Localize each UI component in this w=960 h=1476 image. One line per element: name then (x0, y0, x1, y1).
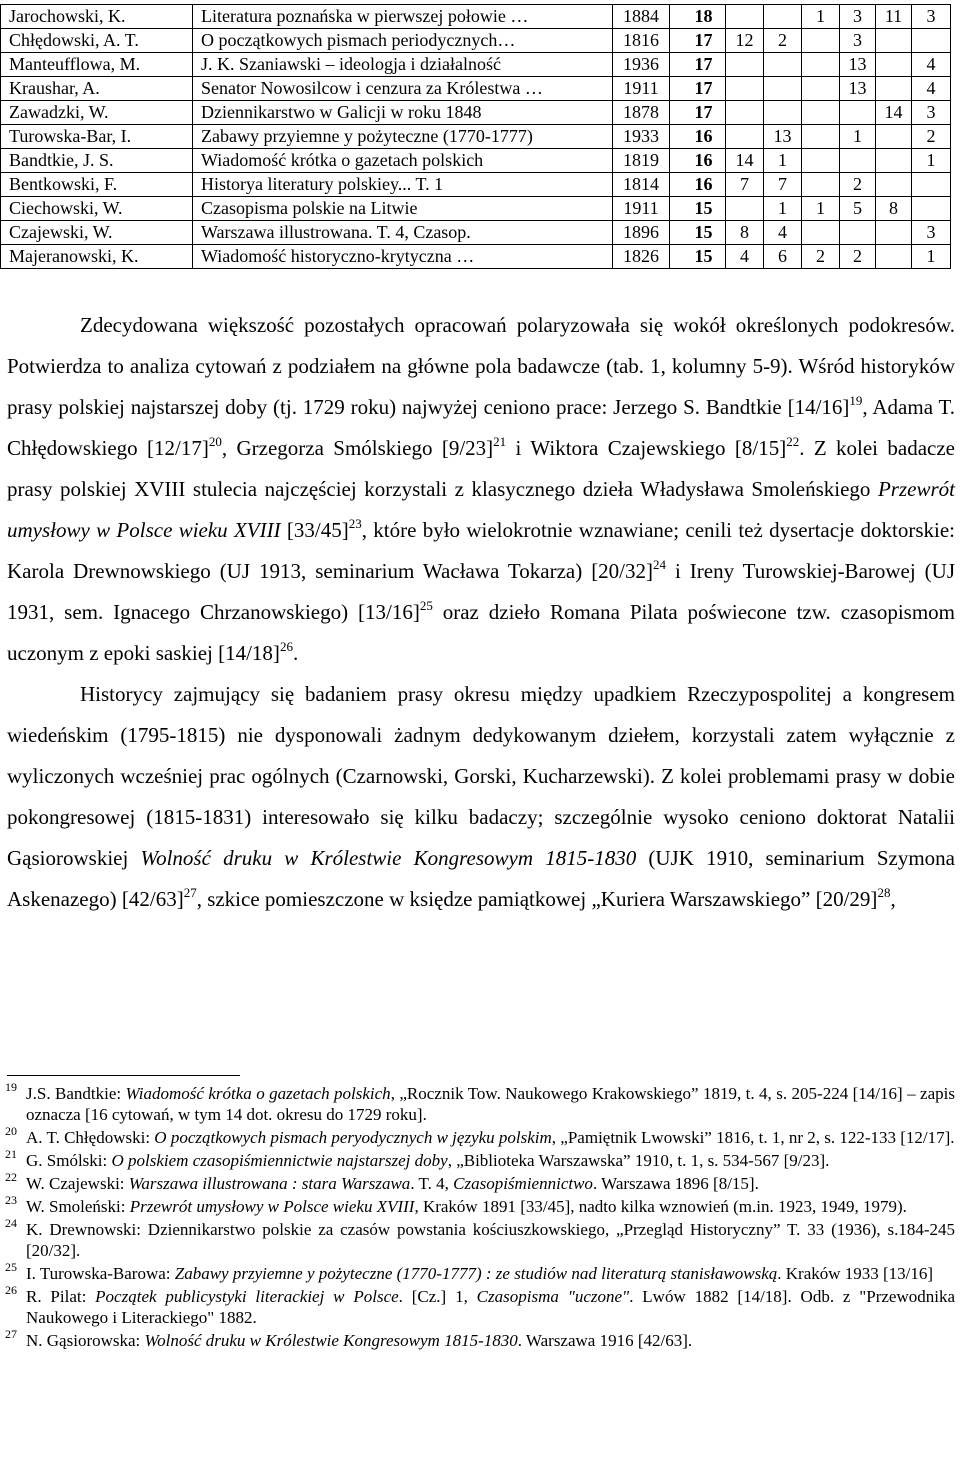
footnote-21 (5, 1147, 955, 1171)
text-run: R. Pilat: (26, 1287, 96, 1306)
count-cell (802, 53, 840, 77)
title-cell: Senator Nowosilcow i cenzura za Królestwa … (193, 77, 613, 101)
text-run: (UJK 1910, seminarium Szymona Askenazego) [42/63] (7, 846, 955, 911)
count-cell (802, 101, 840, 125)
footnote-ref: 23 (348, 516, 362, 531)
count-cell (726, 53, 764, 77)
footnote-separator (7, 1075, 240, 1076)
total-cell: 15 (670, 221, 726, 245)
count-cell: 5 (840, 197, 876, 221)
count-cell (726, 77, 764, 101)
count-cell (876, 149, 912, 173)
title-cell: Dziennikarstwo w Galicji w roku 1848 (193, 101, 613, 125)
italic-title: Przewrót umysłowy w Polsce wieku XVIII (129, 1197, 415, 1216)
table-row (1, 101, 951, 125)
footnote-ref: 21 (493, 434, 507, 449)
count-cell (876, 173, 912, 197)
table-row (1, 197, 951, 221)
paragraph-2 (7, 674, 955, 920)
count-cell: 2 (802, 245, 840, 269)
text-run: . Z kolei badacze prasy polskiej XVIII stulecia najczęściej korzystali z klasycznego dzieła Władysława Smoleńskiego (7, 436, 955, 501)
count-cell: 2 (840, 245, 876, 269)
title-cell: Wiadomość krótka o gazetach polskich (193, 149, 613, 173)
italic-title: Wolność druku w Królestwie Kongresowym 1815-1830 (144, 1331, 518, 1350)
year-cell: 1911 (613, 197, 670, 221)
count-cell: 2 (912, 125, 951, 149)
count-cell (726, 101, 764, 125)
text-run: K. Drewnowski: Dziennikarstwo polskie za czasów powstania kościuszkowskiego, „Przegląd Historyczny” T. 33 (1936), s.184-245 [20/32]. (26, 1220, 955, 1260)
count-cell (802, 149, 840, 173)
table-row (1, 77, 951, 101)
year-cell: 1933 (613, 125, 670, 149)
total-cell: 17 (670, 101, 726, 125)
text-run: Zdecydowana większość pozostałych opracowań polaryzowała się wokół określonych podokresów. Potwierdza to analiza cytowań z podziałem na główne pola badawcze (tab. 1, kolumny 5-9). Wśród historyków prasy polskiej najstarszej doby (tj. 1729 roku) najwyżej ceniono prace: Jerzego S. Bandtkie [14/16] (7, 313, 955, 419)
count-cell (764, 5, 802, 29)
italic-title: Wolność druku w Królestwie Kongresowym 1815-1830 (140, 846, 637, 870)
italic-title: O początkowych pismach peryodycznych w języku polskim (154, 1128, 552, 1147)
count-cell: 3 (840, 5, 876, 29)
count-cell: 11 (876, 5, 912, 29)
footnote-25 (5, 1260, 955, 1284)
count-cell: 4 (764, 221, 802, 245)
count-cell: 1 (802, 197, 840, 221)
total-cell: 16 (670, 149, 726, 173)
count-cell (876, 77, 912, 101)
author-cell: Bentkowski, F. (1, 173, 193, 197)
text-run: . T. 4, (410, 1174, 454, 1193)
author-cell: Ciechowski, W. (1, 197, 193, 221)
count-cell: 12 (726, 29, 764, 53)
total-cell: 18 (670, 5, 726, 29)
footnote-number: 24 (5, 1216, 17, 1230)
text-run: . Lwów 1882 [14/18]. Odb. z "Przewodnika Naukowego i Literackiego" 1882. (26, 1287, 955, 1327)
text-run: . (292, 641, 299, 665)
title-cell: Literatura poznańska w pierwszej połowie … (193, 5, 613, 29)
title-cell: Wiadomość historyczno-krytyczna … (193, 245, 613, 269)
text-run: , które było wielokrotnie wznawiane; cenili też dysertacje doktorskie: Karola Drewnowskiego (UJ 1913, seminarium Wacława Tokarza) [20/32] (7, 518, 955, 583)
footnote-ref: 20 (208, 434, 222, 449)
italic-title: O polskiem czasopiśmiennictwie najstarszej doby (111, 1151, 448, 1170)
count-cell: 1 (802, 5, 840, 29)
count-cell: 3 (912, 221, 951, 245)
count-cell: 3 (840, 29, 876, 53)
count-cell (912, 29, 951, 53)
count-cell: 1 (912, 149, 951, 173)
author-cell: Manteufflowa, M. (1, 53, 193, 77)
italic-title: Wiadomość krótka o gazetach polskich (125, 1084, 391, 1103)
footnote-19 (5, 1080, 955, 1125)
table-row (1, 173, 951, 197)
italic-title: Zabawy przyiemne y pożyteczne (1770-1777) : ze studiów nad literaturą stanisławowską (174, 1264, 778, 1283)
year-cell: 1878 (613, 101, 670, 125)
text-run: A. T. Chłędowski: (26, 1128, 155, 1147)
total-cell: 17 (670, 77, 726, 101)
table-row (1, 149, 951, 173)
italic-title: Przewrót umysłowy w Polsce wieku XVIII (7, 477, 955, 542)
count-cell (726, 5, 764, 29)
count-cell: 3 (912, 101, 951, 125)
table-row (1, 245, 951, 269)
count-cell (840, 221, 876, 245)
title-cell: Warszawa illustrowana. T. 4, Czasop. (193, 221, 613, 245)
title-cell: J. K. Szaniawski – ideologja i działalność (193, 53, 613, 77)
count-cell: 8 (876, 197, 912, 221)
count-cell (840, 149, 876, 173)
count-cell (764, 77, 802, 101)
table-row (1, 125, 951, 149)
table-row (1, 221, 951, 245)
text-run: . Kraków 1933 [13/16] (777, 1264, 934, 1283)
year-cell: 1884 (613, 5, 670, 29)
footnote-ref: 24 (653, 557, 667, 572)
total-cell: 15 (670, 197, 726, 221)
table-row (1, 29, 951, 53)
count-cell: 13 (764, 125, 802, 149)
author-cell: Chłędowski, A. T. (1, 29, 193, 53)
year-cell: 1819 (613, 149, 670, 173)
text-run: i Ireny Turowskiej-Barowej (UJ 1931, sem. Ignacego Chrzanowskiego) [13/16] (7, 559, 955, 624)
count-cell (840, 101, 876, 125)
count-cell: 4 (912, 53, 951, 77)
author-cell: Jarochowski, K. (1, 5, 193, 29)
count-cell: 2 (840, 173, 876, 197)
text-run: , „Biblioteka Warszawska” 1910, t. 1, s. 534-567 [9/23]. (447, 1151, 830, 1170)
count-cell (802, 77, 840, 101)
footnote-number: 23 (5, 1193, 17, 1207)
footnote-ref: 27 (183, 885, 197, 900)
text-run: i Wiktora Czajewskiego [8/15] (506, 436, 787, 460)
title-cell: Zabawy przyiemne y pożyteczne (1770-1777) (193, 125, 613, 149)
footnote-26 (5, 1283, 955, 1328)
count-cell: 1 (912, 245, 951, 269)
text-run: I. Turowska-Barowa: (26, 1264, 175, 1283)
count-cell (876, 245, 912, 269)
count-cell (802, 29, 840, 53)
body-text (7, 305, 955, 920)
text-run: [33/45] (280, 518, 349, 542)
italic-title: Czasopiśmiennictwo (453, 1174, 593, 1193)
text-run: W. Czajewski: (26, 1174, 129, 1193)
count-cell: 4 (726, 245, 764, 269)
year-cell: 1826 (613, 245, 670, 269)
footnotes (5, 1080, 955, 1353)
count-cell: 7 (726, 173, 764, 197)
text-run: , Adama T. Chłędowskiego [12/17] (7, 395, 956, 460)
table-row (1, 5, 951, 29)
footnote-23 (5, 1193, 955, 1217)
footnote-ref: 22 (786, 434, 800, 449)
text-run: , Kraków 1891 [33/45], nadto kilka wznowień (m.in. 1923, 1949, 1979). (414, 1197, 907, 1216)
author-cell: Turowska-Bar, I. (1, 125, 193, 149)
count-cell (802, 125, 840, 149)
footnote-20 (5, 1124, 955, 1148)
total-cell: 17 (670, 29, 726, 53)
author-cell: Zawadzki, W. (1, 101, 193, 125)
total-cell: 17 (670, 53, 726, 77)
italic-title: Początek publicystyki literackiej w Polsce (95, 1287, 399, 1306)
count-cell: 6 (764, 245, 802, 269)
title-cell: O początkowych pismach periodycznych… (193, 29, 613, 53)
year-cell: 1896 (613, 221, 670, 245)
year-cell: 1911 (613, 77, 670, 101)
footnote-ref: 28 (877, 885, 891, 900)
footnote-ref: 19 (849, 393, 863, 408)
count-cell: 1 (764, 197, 802, 221)
footnote-number: 21 (5, 1147, 17, 1161)
count-cell: 7 (764, 173, 802, 197)
citation-table (0, 4, 951, 269)
count-cell (802, 173, 840, 197)
year-cell: 1816 (613, 29, 670, 53)
text-run: . Warszawa 1916 [42/63]. (517, 1331, 693, 1350)
text-run: Historycy zajmujący się badaniem prasy okresu między upadkiem Rzeczypospolitej a kongresem wiedeńskim (1795-1815) nie dysponowali żadnym dedykowanym dziełem, korzystali zatem wyłącznie z wyliczonych wcześniej prac ogólnych (Czarnowski, Gorski, Kucharzewski). Z kolei problemami prasy w dobie pokongresowej (1815-1831) interesowało się kilku badaczy; szczególnie wysoko ceniono doktorat Natalii Gąsiorowskiej (7, 682, 955, 870)
count-cell: 1 (764, 149, 802, 173)
author-cell: Majeranowski, K. (1, 245, 193, 269)
count-cell (912, 197, 951, 221)
footnote-24 (5, 1216, 955, 1261)
text-run: W. Smoleński: (26, 1197, 130, 1216)
text-run: , szkice pomieszczone w księdze pamiątkowej „Kuriera Warszawskiego” [20/29] (196, 887, 878, 911)
text-run: oraz dzieło Romana Pilata poświecone tzw. czasopismom uczonym z epoki saskiej [14/18] (7, 600, 956, 665)
count-cell: 14 (876, 101, 912, 125)
text-run: N. Gąsiorowska: (26, 1331, 145, 1350)
count-cell: 3 (912, 5, 951, 29)
count-cell (726, 197, 764, 221)
footnote-number: 27 (5, 1327, 17, 1341)
count-cell: 4 (912, 77, 951, 101)
author-cell: Czajewski, W. (1, 221, 193, 245)
count-cell: 13 (840, 77, 876, 101)
footnote-number: 26 (5, 1283, 17, 1297)
year-cell: 1936 (613, 53, 670, 77)
count-cell: 1 (840, 125, 876, 149)
italic-title: Warszawa illustrowana : stara Warszawa (128, 1174, 411, 1193)
count-cell (802, 221, 840, 245)
table-row (1, 53, 951, 77)
total-cell: 15 (670, 245, 726, 269)
count-cell (764, 101, 802, 125)
author-cell: Bandtkie, J. S. (1, 149, 193, 173)
count-cell (764, 53, 802, 77)
count-cell: 8 (726, 221, 764, 245)
footnote-number: 25 (5, 1260, 17, 1274)
count-cell: 2 (764, 29, 802, 53)
count-cell (876, 53, 912, 77)
text-run: , Grzegorza Smólskiego [9/23] (221, 436, 494, 460)
title-cell: Historya literatury polskiey... T. 1 (193, 173, 613, 197)
footnote-ref: 25 (419, 598, 433, 613)
footnote-number: 19 (5, 1080, 17, 1094)
text-run: G. Smólski: (26, 1151, 112, 1170)
text-run: , (890, 887, 896, 911)
title-cell: Czasopisma polskie na Litwie (193, 197, 613, 221)
total-cell: 16 (670, 125, 726, 149)
year-cell: 1814 (613, 173, 670, 197)
text-run: J.S. Bandtkie: (26, 1084, 126, 1103)
count-cell (876, 221, 912, 245)
footnote-number: 20 (5, 1124, 17, 1138)
footnote-27 (5, 1327, 955, 1351)
footnote-number: 22 (5, 1170, 17, 1184)
paragraph-1 (7, 305, 955, 674)
count-cell: 13 (840, 53, 876, 77)
author-cell: Kraushar, A. (1, 77, 193, 101)
count-cell (876, 125, 912, 149)
count-cell (726, 125, 764, 149)
total-cell: 16 (670, 173, 726, 197)
count-cell: 14 (726, 149, 764, 173)
text-run: , „Rocznik Tow. Naukowego Krakowskiego” 1819, t. 4, s. 205-224 [14/16] – zapis oznacza [16 cytowań, w tym 14 dot. okresu do 1729 roku]. (26, 1084, 955, 1124)
text-run: . [Cz.] 1, (398, 1287, 477, 1306)
text-run: . Warszawa 1896 [8/15]. (592, 1174, 759, 1193)
italic-title: Czasopisma "uczone" (476, 1287, 630, 1306)
text-run: , „Pamiętnik Lwowski” 1816, t. 1, nr 2, s. 122-133 [12/17]. (551, 1128, 955, 1147)
footnote-22 (5, 1170, 955, 1194)
footnote-ref: 26 (279, 639, 293, 654)
count-cell (876, 29, 912, 53)
count-cell (912, 173, 951, 197)
